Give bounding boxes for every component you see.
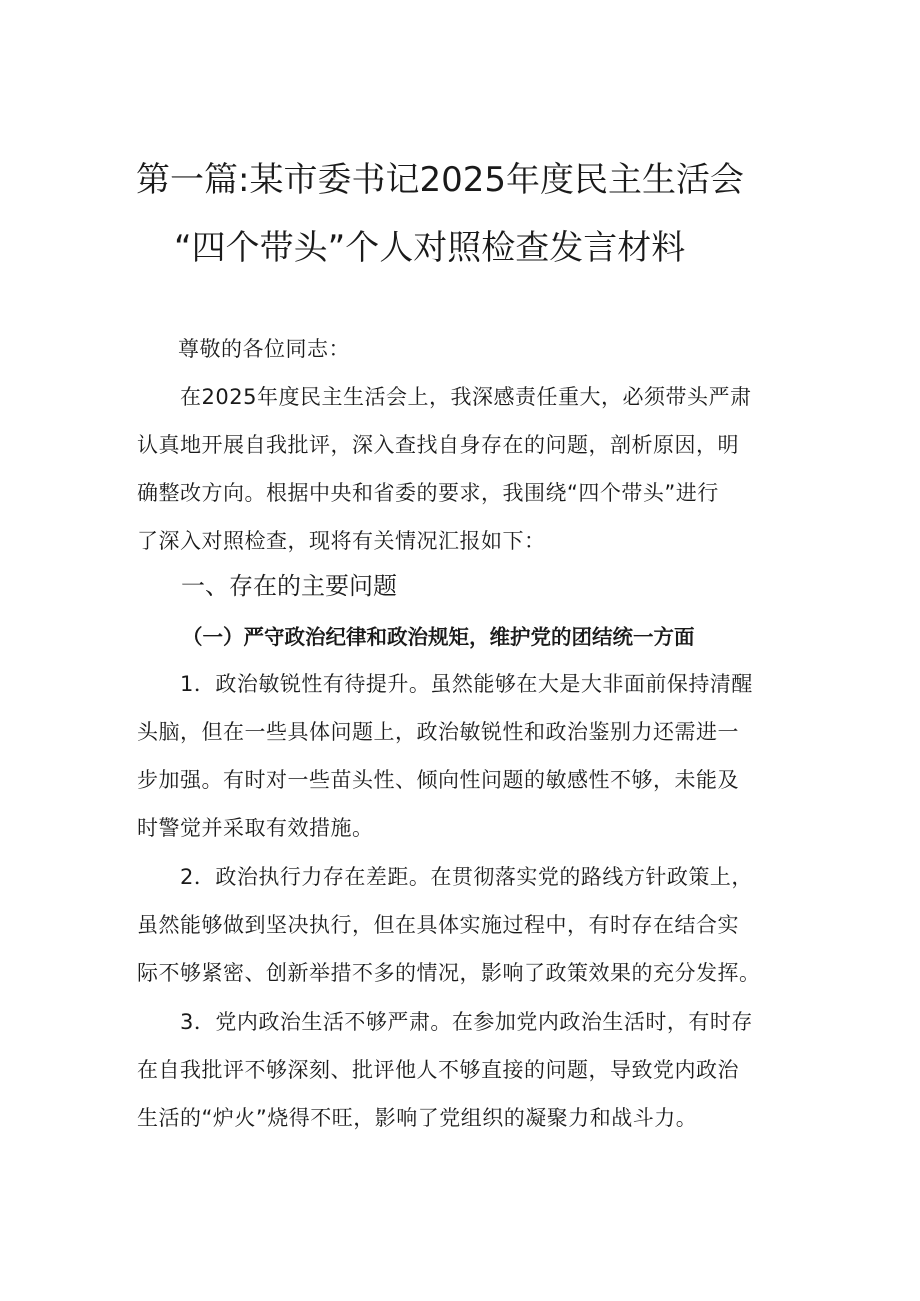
subsection-heading-political-discipline: （一）严守政治纪律和政治规矩，维护党的团结统一方面	[182, 625, 695, 649]
intro-line: 了深入对照检查，现将有关情况汇报如下：	[137, 529, 546, 553]
item-1-paragraph	[137, 660, 787, 852]
item-2-line: 虽然能够做到坚决执行，但在具体实施过程中，有时存在结合实	[137, 913, 739, 937]
item-2-line: 际不够紧密、创新举措不多的情况，影响了政策效果的充分发挥。	[137, 961, 761, 985]
item-3-line: 生活的“炉火”烧得不旺，影响了党组织的凝聚力和战斗力。	[137, 1106, 698, 1130]
item-3-paragraph	[137, 998, 787, 1142]
section-heading-main-problems: 一、存在的主要问题	[181, 572, 397, 600]
item-1-line: 头脑，但在一些具体问题上，政治敏锐性和政治鉴别力还需进一	[137, 720, 739, 744]
intro-line: 认真地开展自我批评，深入查找自身存在的问题，剖析原因，明	[137, 433, 739, 457]
salutation: 尊敬的各位同志：	[178, 337, 350, 361]
item-2-paragraph	[137, 853, 787, 997]
item-2-line: 2．政治执行力存在差距。在贯彻落实党的路线方针政策上，	[137, 865, 753, 889]
item-1-line: 步加强。有时对一些苗头性、倾向性问题的敏感性不够，未能及	[137, 768, 739, 792]
item-3-line: 3．党内政治生活不够严肃。在参加党内政治生活时，有时存	[137, 1010, 753, 1034]
document-title-line-1: 第一篇:某市委书记2025年度民主生活会	[136, 160, 744, 200]
intro-line: 确整改方向。根据中央和省委的要求，我围绕“四个带头”进行	[137, 481, 719, 505]
item-1-line: 时警觉并采取有效措施。	[137, 816, 374, 840]
intro-paragraph	[137, 373, 787, 565]
document-title-line-2: “四个带头”个人对照检查发言材料	[174, 228, 686, 268]
intro-line: 在2025年度民主生活会上，我深感责任重大，必须带头严肃	[137, 385, 752, 409]
item-3-line: 在自我批评不够深刻、批评他人不够直接的问题，导致党内政治	[137, 1058, 739, 1082]
item-1-line: 1．政治敏锐性有待提升。虽然能够在大是大非面前保持清醒	[137, 672, 753, 696]
